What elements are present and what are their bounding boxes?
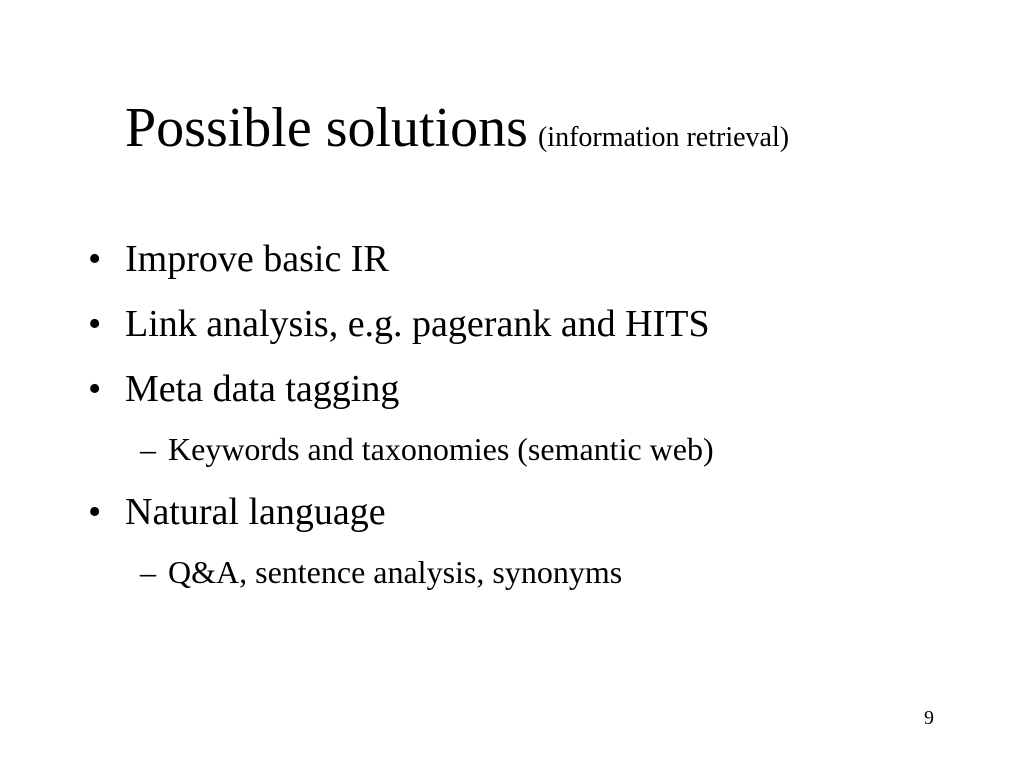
bullet-marker: • bbox=[88, 303, 102, 345]
title-subtitle: (information retrieval) bbox=[537, 122, 790, 153]
bullet-marker: • bbox=[88, 368, 102, 410]
bullet-text: Natural language bbox=[125, 491, 386, 533]
page-number: 9 bbox=[924, 707, 934, 729]
bullet-marker: • bbox=[88, 491, 102, 533]
title-main: Possible solutions bbox=[125, 97, 528, 159]
sub-bullet-text: Q&A, sentence analysis, synonyms bbox=[168, 554, 623, 590]
sub-bullet-text: Keywords and taxonomies (semantic web) bbox=[168, 431, 714, 467]
sub-bullet-marker: – bbox=[140, 554, 156, 590]
bullet-marker: • bbox=[88, 238, 102, 280]
bullet-text: Link analysis, e.g. pagerank and HITS bbox=[125, 303, 710, 345]
sub-bullet-marker: – bbox=[140, 431, 156, 467]
bullet-text: Meta data tagging bbox=[125, 368, 400, 410]
bullet-text: Improve basic IR bbox=[125, 238, 389, 280]
